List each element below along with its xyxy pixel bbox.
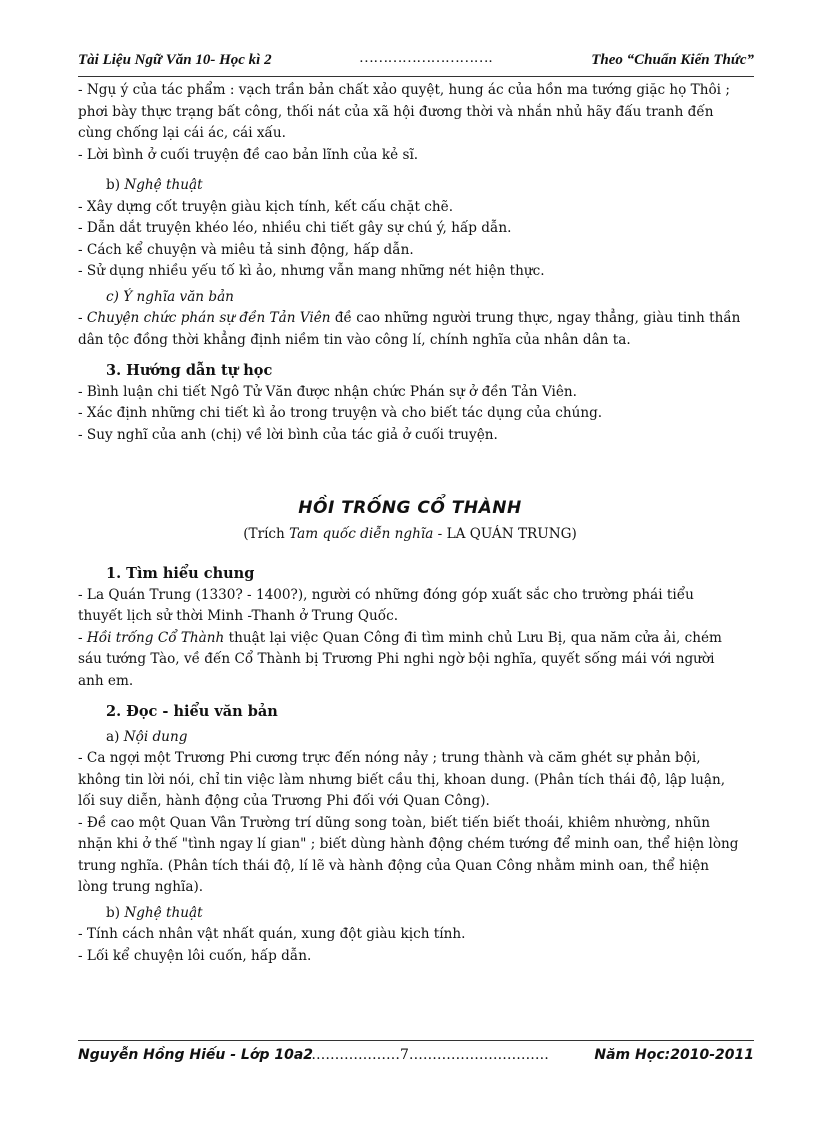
paragraph: - Lời bình ở cuối truyện đề cao bản lĩnh của kẻ sĩ. [78, 146, 419, 163]
page-content [78, 80, 742, 967]
page-header [78, 50, 754, 77]
list-item: - Tính cách nhân vật nhất quán, xung đột giàu kịch tính. [78, 926, 466, 942]
subheading-meaning: c) Ý nghĩa văn bản [106, 288, 234, 305]
footer-author: Nguyễn Hồng Hiếu - Lớp 10a2 [78, 1047, 314, 1063]
subheading-content: a) Nội dung [106, 728, 188, 745]
header-source: Theo “Chuẩn Kiến Thức” [591, 52, 754, 68]
paragraph: - Hồi trống Cổ Thành thuật lại việc Quan Công đi tìm minh chủ Lưu Bị, qua năm cửa ải, chém sáu tướng Tào, về đến Cổ Thành bị Trương Phi nghi ngờ bội nghĩa, quyết sống mái với người anh em. [78, 629, 722, 689]
paragraph: - Ca ngợi một Trương Phi cương trực đến nóng nảy ; trung thành và căm ghét sự phản bội, không tin lời nói, chỉ tin việc làm nhưng biết cầu thị, khoan dung. (Phân tích thái độ, lập luận, lối suy diễn, hành động của Trương Phi đối với Quan Công). [78, 750, 726, 809]
subheading-art: b) Nghệ thuật [106, 904, 203, 921]
header-document-title: Tài Liệu Ngữ Văn 10- Học kì 2 [78, 52, 272, 68]
list-item: - Bình luận chi tiết Ngô Tử Văn được nhận chức Phán sự ở đền Tản Viên. [78, 383, 577, 400]
paragraph: - Đề cao một Quan Vân Trường trí dũng song toàn, biết tiến biết thoái, khiêm nhường, nhũn nhặn khi ở thế "tình ngay lí gian" ; biết dùng hành động chém tướng để minh oan, thể hiện lòng trung nghĩa. (Phân tích thái độ, lí lẽ và hành động của Quan Công nhằm minh oan, thể hiện lòng trung nghĩa). [78, 814, 739, 895]
list-item: - Xác định những chi tiết kì ảo trong truyện và cho biết tác dụng của chúng. [78, 405, 603, 421]
paragraph: - Ngụ ý của tác phẩm : vạch trần bản chất xảo quyệt, hung ác của hồn ma tướng giặc họ Thôi ; phơi bày thực trạng bất công, thối nát của xã hội đương thời và nhắn nhủ hãy đấu tranh đến cùng chống lại cái ác, cái xấu. [78, 82, 730, 141]
list-item: - Lối kể chuyện lôi cuốn, hấp dẫn. [78, 947, 312, 964]
list-item: - Suy nghĩ của anh (chị) về lời bình của tác giả ở cuối truyện. [78, 426, 498, 443]
paragraph: - Chuyện chức phán sự đền Tản Viên đề cao những người trung thực, ngay thẳng, giàu tinh thần dân tộc đồng thời khẳng định niềm tin vào công lí, chính nghĩa của nhân dân ta. [78, 310, 741, 348]
footer-page-number: …………………7………………………… [302, 1047, 549, 1063]
list-item: - Dẫn dắt truyện khéo léo, nhiều chi tiết gây sự chú ý, hấp dẫn. [78, 220, 512, 236]
page-footer [78, 1040, 754, 1067]
header-dots: ………………………. [360, 50, 494, 66]
list-item: - Xây dựng cốt truyện giàu kịch tính, kết cấu chặt chẽ. [78, 198, 454, 215]
footer-school-year: Năm Học:2010-2011 [594, 1047, 754, 1063]
lesson-subtitle: (Trích Tam quốc diễn nghĩa - LA QUÁN TRUNG) [243, 525, 577, 542]
section-heading: 3. Hướng dẫn tự học [106, 362, 273, 379]
paragraph: - La Quán Trung (1330? - 1400?), người có những đóng góp xuất sắc cho trường phái tiểu thuyết lịch sử thời Minh -Thanh ở Trung Quốc. [78, 586, 694, 624]
subheading-art: b) Nghệ thuật [106, 177, 203, 193]
list-item: - Sử dụng nhiều yếu tố kì ảo, nhưng vẫn mang những nét hiện thực. [78, 263, 545, 279]
section-heading: 2. Đọc - hiểu văn bản [106, 703, 278, 720]
lesson-title: HỒI TRỐNG CỔ THÀNH [298, 498, 522, 518]
list-item: - Cách kể chuyện và miêu tả sinh động, hấp dẫn. [78, 241, 414, 258]
section-heading: 1. Tìm hiểu chung [106, 565, 255, 582]
